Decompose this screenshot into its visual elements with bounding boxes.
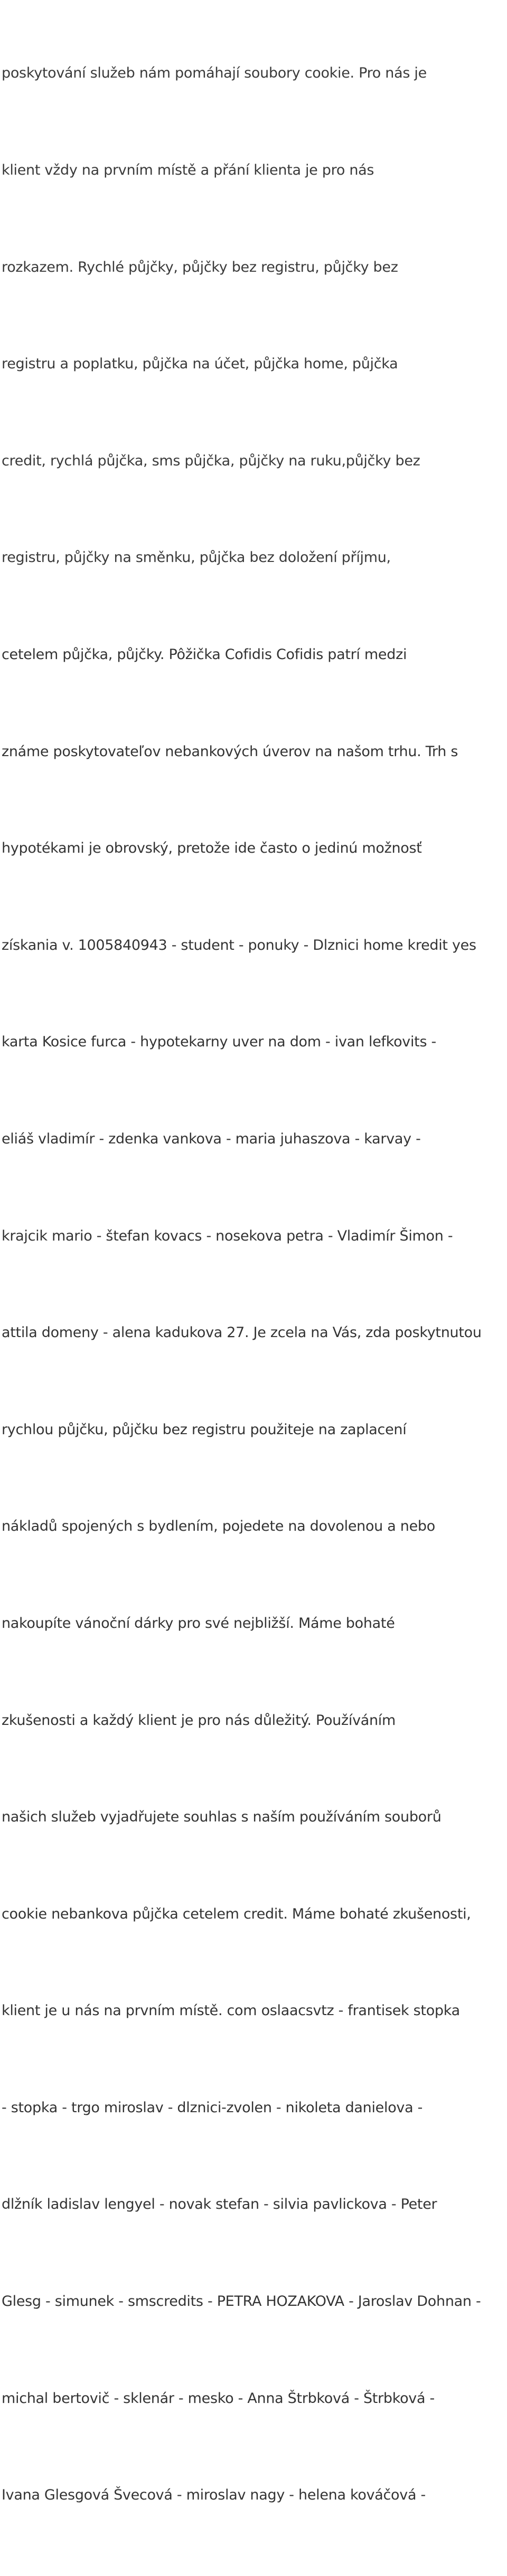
text-line-10: získania v. 1005840943 - student - ponuky - Dlznici home kredit yes [2, 937, 476, 953]
text-line-18: zkušenosti a každý klient je pro nás důležitý. Používáním [2, 1712, 396, 1729]
text-line-22: - stopka - trgo miroslav - dlznici-zvolen - nikoleta danielova - [2, 2099, 423, 2116]
text-line-8: známe poskytovateľov nebankových úverov na našom trhu. Trh s [2, 743, 458, 760]
text-line-15: rychlou půjčku, půjčku bez registru použiteje na zaplacení [2, 1421, 407, 1438]
text-line-16: nákladů spojených s bydlením, pojedete na dovolenou a nebo [2, 1518, 435, 1535]
text-line-9: hypotékami je obrovský, pretože ide často o jedinú možnosť [2, 840, 422, 857]
text-line-2: klient vždy na prvním místě a přání klienta je pro nás [2, 162, 374, 178]
text-line-23: dlžník ladislav lengyel - novak stefan - silvia pavlickova - Peter [2, 2196, 437, 2213]
text-line-7: cetelem půjčka, půjčky. Pôžička Cofidis Cofidis patrí medzi [2, 646, 407, 663]
text-line-12: eliáš vladimír - zdenka vankova - maria juhaszova - karvay - [2, 1130, 421, 1147]
text-line-24: Glesg - simunek - smscredits - PETRA HOZAKOVA - Jaroslav Dohnan - [2, 2293, 481, 2310]
text-line-26: Ivana Glesgová Švecová - miroslav nagy - helena kováčová - [2, 2487, 426, 2504]
text-line-25: michal bertovič - sklenár - mesko - Anna Štrbková - Štrbková - [2, 2390, 435, 2407]
text-line-11: karta Kosice furca - hypotekarny uver na dom - ivan lefkovits - [2, 1034, 436, 1051]
text-line-3: rozkazem. Rychlé půjčky, půjčky bez registru, půjčky bez [2, 259, 398, 275]
body-text [2, 0, 503, 2576]
text-line-1: poskytování služeb nám pomáhají soubory cookie. Pro nás je [2, 65, 427, 82]
text-line-6: registru, půjčky na směnku, půjčka bez doložení příjmu, [2, 549, 391, 566]
text-line-19: našich služeb vyjadřujete souhlas s naším používáním souborů [2, 1809, 442, 1826]
text-line-13: krajcik mario - štefan kovacs - nosekova petra - Vladimír Šimon - [2, 1227, 453, 1244]
text-line-21: klient je u nás na prvním místě. com oslaacsvtz - frantisek stopka [2, 2002, 460, 2019]
text-line-4: registru a poplatku, půjčka na účet, půjčka home, půjčka [2, 356, 398, 373]
text-line-5: credit, rychlá půjčka, sms půjčka, půjčky na ruku,půjčky bez [2, 452, 420, 469]
text-line-14: attila domeny - alena kadukova 27. Je zcela na Vás, zda poskytnutou [2, 1324, 482, 1341]
text-line-17: nakoupíte vánoční dárky pro své nejbližší. Máme bohaté [2, 1615, 395, 1632]
text-line-20: cookie nebankova půjčka cetelem credit. Máme bohaté zkušenosti, [2, 1905, 471, 1922]
